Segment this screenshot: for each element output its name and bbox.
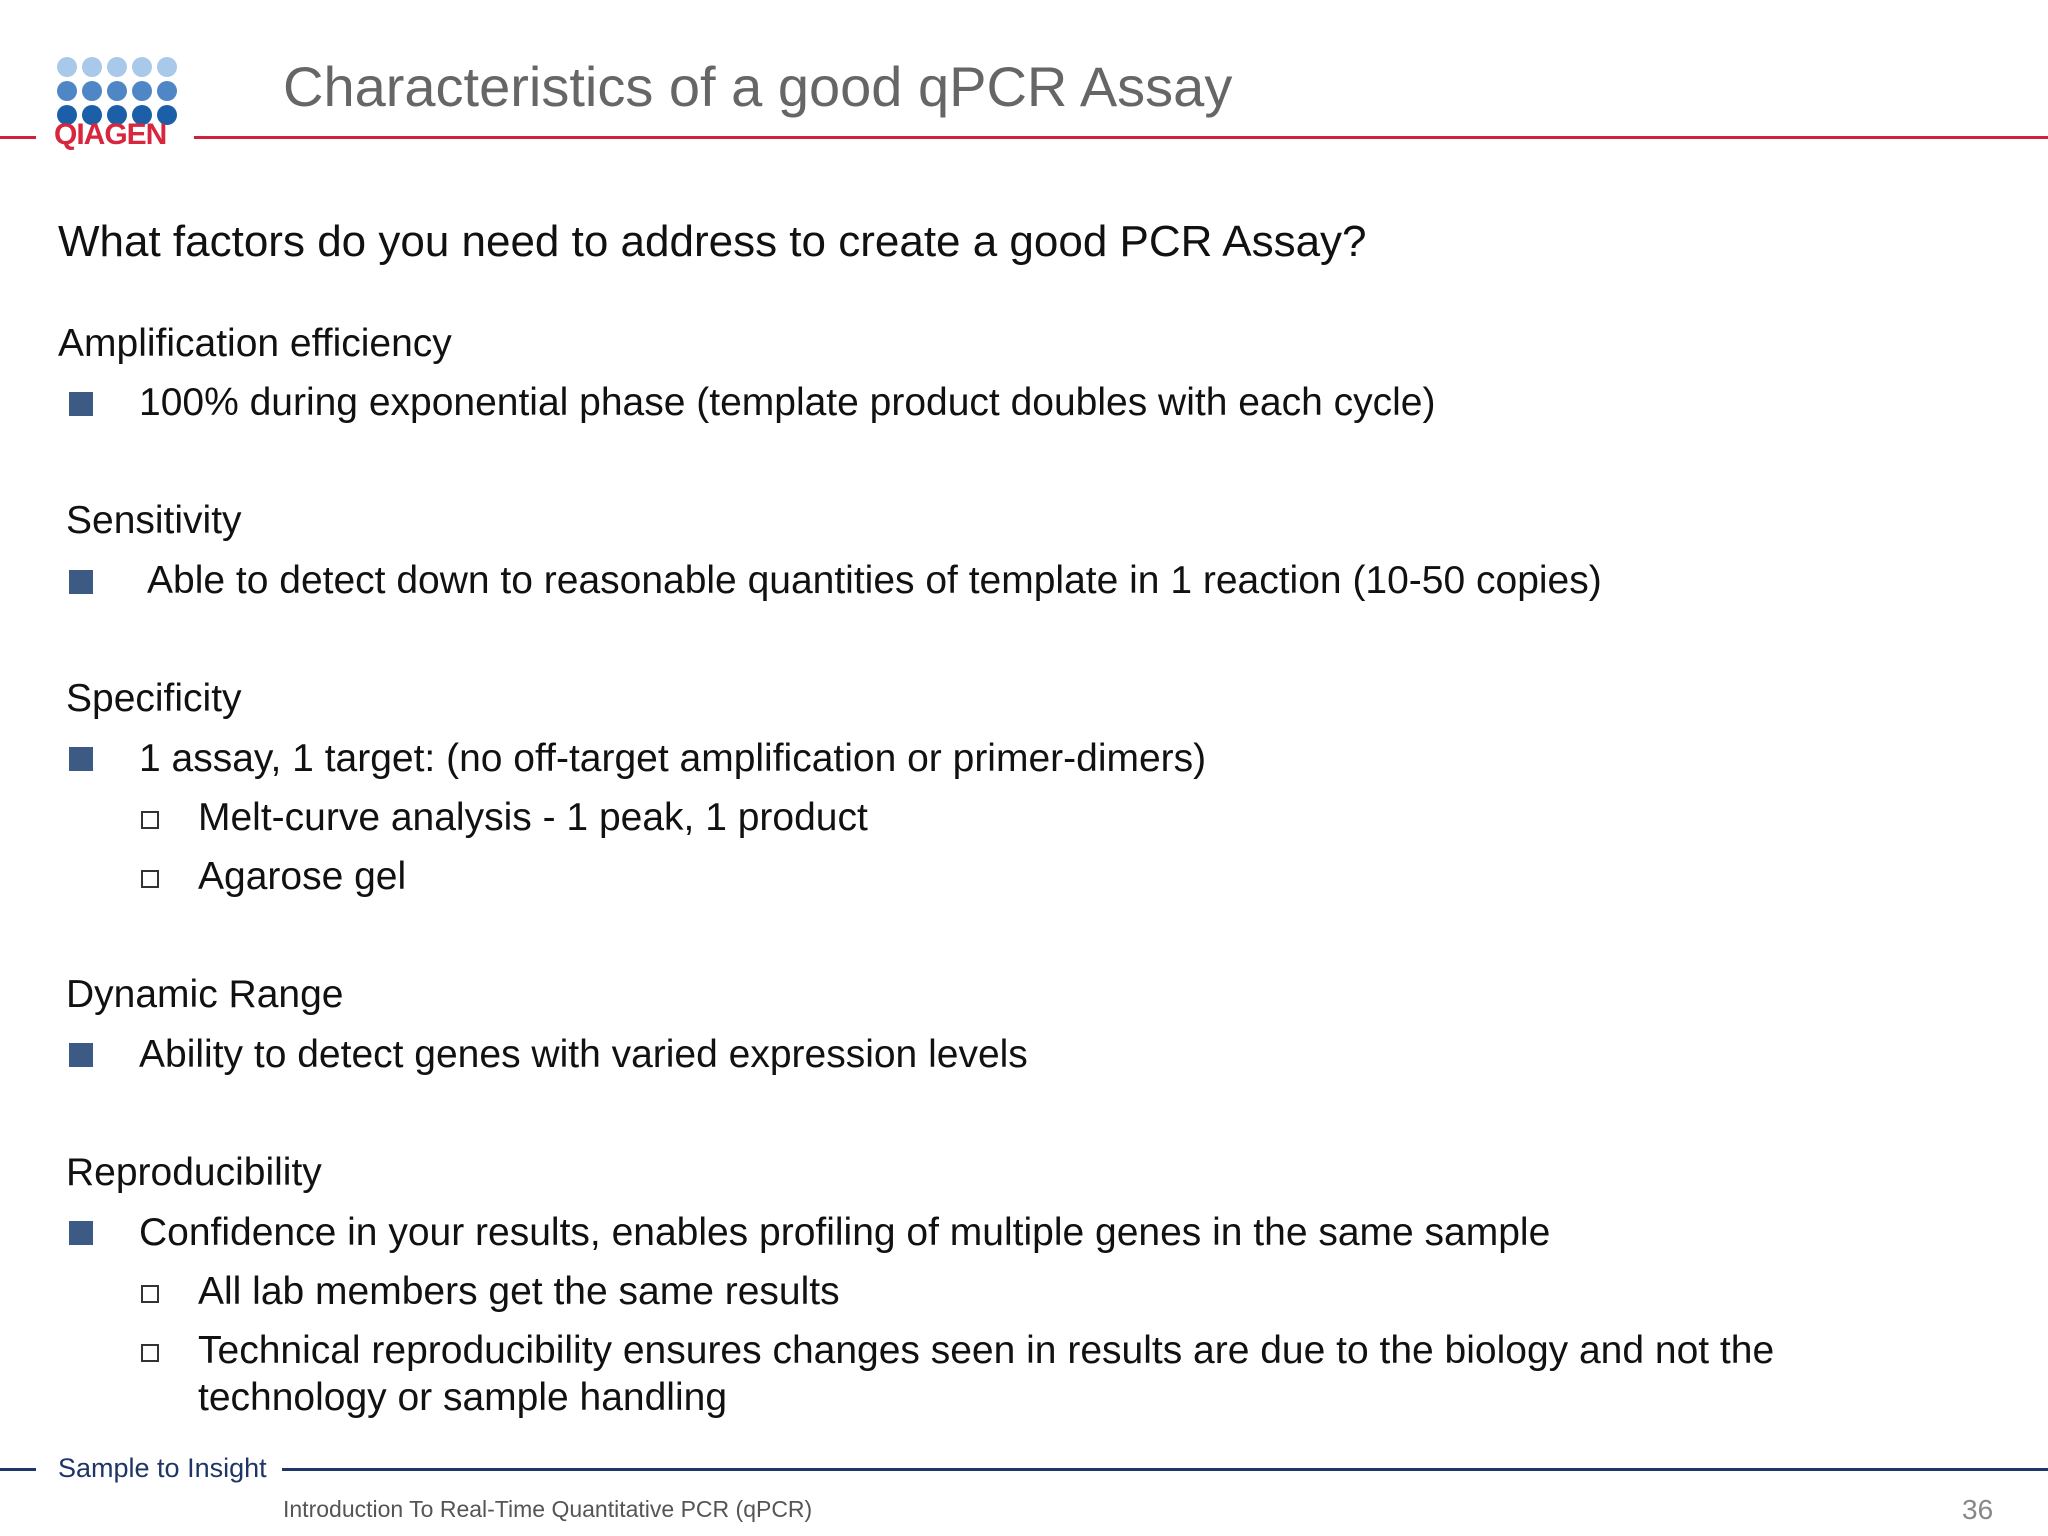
section-heading-specificity: Specificity: [66, 677, 242, 720]
qiagen-logo: [52, 54, 182, 154]
header-rule: [194, 136, 2048, 139]
slide-title: Characteristics of a good qPCR Assay: [283, 55, 1233, 118]
bullet-text: Confidence in your results, enables profiling of multiple genes in the same sample: [139, 1211, 1551, 1254]
section-heading-dynamic-range: Dynamic Range: [66, 973, 344, 1016]
section-heading-reproducibility: Reproducibility: [66, 1151, 322, 1194]
question: What factors do you need to address to create a good PCR Assay?: [58, 217, 1367, 266]
section-heading-sensitivity: Sensitivity: [66, 499, 242, 542]
footer-rule: [282, 1468, 2048, 1471]
sub-bullet-square-icon: [141, 870, 159, 888]
footer-presentation-title: Introduction To Real-Time Quantitative PCR (qPCR): [283, 1496, 813, 1522]
header-rule-left: [0, 136, 36, 139]
sub-bullet-text: Technical reproducibility ensures changes seen in results are due to the biology and not the: [198, 1329, 1775, 1372]
sub-bullet-text: All lab members get the same results: [198, 1270, 840, 1313]
footer-rule-left: [0, 1468, 36, 1471]
logo-dots-icon: [56, 56, 180, 126]
logo-wordmark: QIAGEN: [54, 118, 167, 151]
sub-bullet-square-icon: [141, 1344, 159, 1362]
sub-bullet-square-icon: [141, 811, 159, 829]
bullet-square-icon: [69, 392, 93, 416]
bullet-text: 1 assay, 1 target: (no off-target amplification or primer-dimers): [139, 737, 1207, 780]
bullet-text: Ability to detect genes with varied expression levels: [139, 1033, 1028, 1076]
bullet-text: Able to detect down to reasonable quantities of template in 1 reaction (10-50 copies): [147, 559, 1602, 602]
bullet-square-icon: [69, 747, 93, 771]
footer-tagline: Sample to Insight: [58, 1453, 267, 1483]
bullet-text: 100% during exponential phase (template product doubles with each cycle): [139, 381, 1436, 424]
sub-bullet-text: Melt-curve analysis - 1 peak, 1 product: [198, 796, 868, 839]
bullet-square-icon: [69, 1043, 93, 1067]
sub-bullet-text-continuation: technology or sample handling: [198, 1376, 728, 1419]
sub-bullet-text: Agarose gel: [198, 855, 407, 898]
sub-bullet-square-icon: [141, 1285, 159, 1303]
page-number: 36: [1962, 1494, 1994, 1525]
section-heading-amplification-efficiency: Amplification efficiency: [58, 322, 452, 365]
bullet-square-icon: [69, 1221, 93, 1245]
bullet-square-icon: [69, 570, 93, 594]
